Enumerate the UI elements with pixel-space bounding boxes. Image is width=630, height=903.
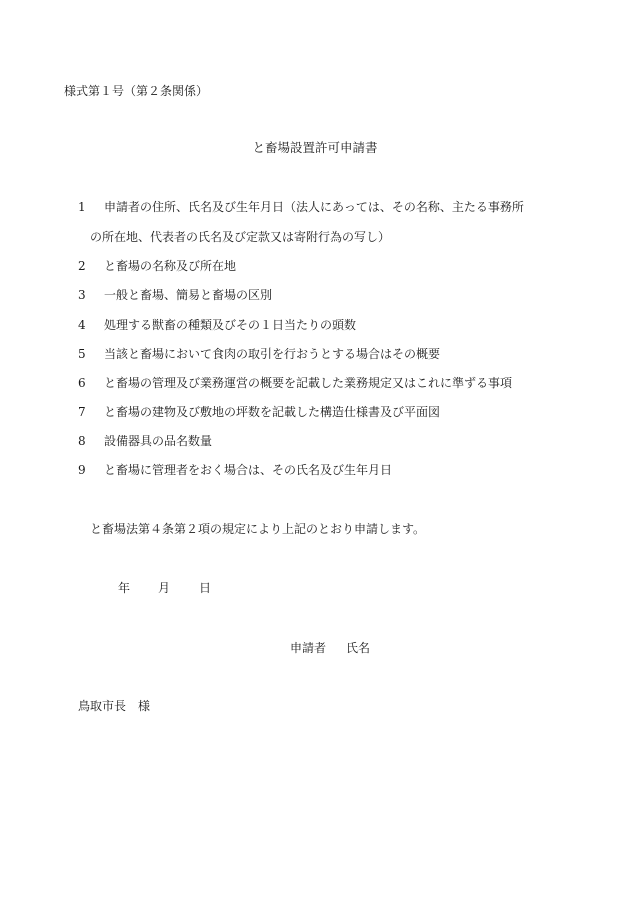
item-text-continuation: の所在地、代表者の氏名及び定款又は寄附行為の写し） xyxy=(90,230,391,244)
item-text: 当該と畜場において食肉の取引を行おうとする場合はその概要 xyxy=(104,347,441,361)
item-text: 処理する獣畜の種類及びその１日当たりの頭数 xyxy=(104,318,357,332)
item-text: と畜場の名称及び所在地 xyxy=(104,259,237,273)
item-text: 設備器具の品名数量 xyxy=(104,434,213,448)
date-year-label: 年 xyxy=(118,581,131,595)
item-number: 7 xyxy=(78,405,86,419)
applicant-label: 申請者 xyxy=(290,641,327,655)
date-day-label: 日 xyxy=(199,581,212,595)
date-month-label: 月 xyxy=(158,581,171,595)
applicant-name-label: 氏名 xyxy=(346,641,371,655)
item-text: と畜場に管理者をおく場合は、その氏名及び生年月日 xyxy=(104,463,393,477)
item-number: 3 xyxy=(78,288,86,302)
item-text: と畜場の管理及び業務運営の概要を記載した業務規定又はこれに準ずる事項 xyxy=(104,376,513,390)
item-number: 2 xyxy=(78,259,86,273)
item-text: 申請者の住所、氏名及び生年月日（法人にあっては、その名称、主たる事務所 xyxy=(104,200,524,214)
item-text: と畜場の建物及び敷地の坪数を記載した構造仕様書及び平面図 xyxy=(104,405,441,419)
item-number: 1 xyxy=(78,200,86,214)
application-statement: と畜場法第４条第２項の規定により上記のとおり申請します。 xyxy=(90,522,426,536)
item-number: 6 xyxy=(78,376,86,390)
document-title: と畜場設置許可申請書 xyxy=(252,140,378,155)
form-number-label: 様式第１号（第２条関係） xyxy=(64,84,209,98)
item-number: 8 xyxy=(78,434,86,448)
addressee: 鳥取市長 様 xyxy=(78,699,151,713)
item-number: 4 xyxy=(78,318,86,332)
item-text: 一般と畜場、簡易と畜場の区別 xyxy=(104,288,273,302)
item-number: 9 xyxy=(78,463,86,477)
item-number: 5 xyxy=(78,347,86,361)
